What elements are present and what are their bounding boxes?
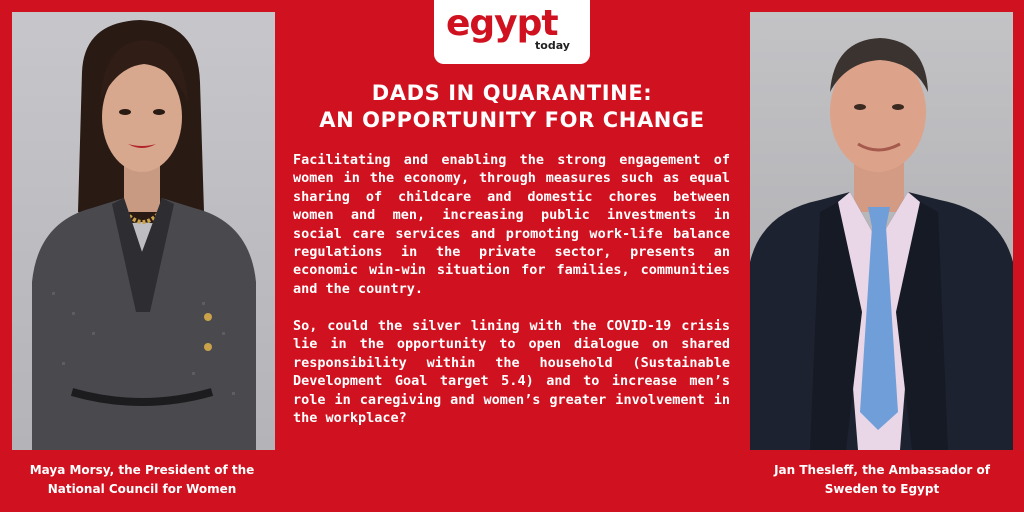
headline-line-2: AN OPPORTUNITY FOR CHANGE bbox=[319, 108, 705, 132]
caption-right bbox=[747, 461, 1017, 499]
egypt-today-logo bbox=[434, 0, 590, 64]
caption-left bbox=[7, 461, 277, 499]
headline-line-1: DADS IN QUARANTINE: bbox=[371, 81, 653, 105]
logo-wordmark: egypt bbox=[446, 3, 558, 44]
portrait-jan-thesleff-illustration bbox=[750, 12, 1013, 450]
headline bbox=[280, 80, 744, 134]
portrait-maya-morsy bbox=[12, 12, 275, 450]
body-paragraph-2: So, could the silver lining with the COVID-19 crisis lie in the opportunity to open dialogue on shared responsibility within the household (Sustainable Development Goal target 5.4) and to increase men’s role in caregiving and women’s greater involvement in the workplace? bbox=[293, 318, 730, 427]
logo-subtext: today bbox=[535, 39, 570, 52]
portrait-jan-thesleff bbox=[750, 12, 1013, 450]
caption-right-line-1: Jan Thesleff, the Ambassador of bbox=[774, 463, 990, 477]
caption-left-line-1: Maya Morsy, the President of the bbox=[29, 463, 255, 477]
portrait-maya-morsy-illustration bbox=[12, 12, 275, 450]
body-paragraph-1: Facilitating and enabling the strong engagement of women in the economy, through measures such as equal sharing of childcare and domestic chores between women and men, increasing public investments in social care services and promoting work-life balance regulations in the private sector, presents an economic win-win situation for families, communities and the country. bbox=[293, 152, 730, 297]
caption-left-line-2: National Council for Women bbox=[47, 482, 237, 496]
caption-right-line-2: Sweden to Egypt bbox=[824, 482, 940, 496]
